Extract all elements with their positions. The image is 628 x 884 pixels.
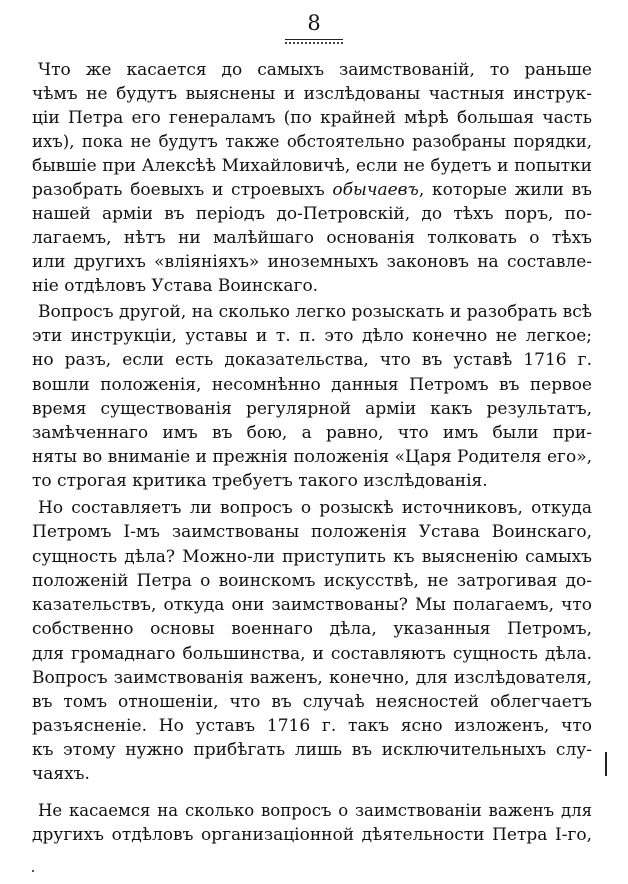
text-line: эти инструкціи, уставы и т. п. это дѣло конечно не легкое;: [32, 326, 592, 346]
header-rule: [285, 39, 343, 40]
text-line: ніе отдѣловъ Устава Воинскаго.: [32, 276, 319, 296]
text-line: то строгая критика требуетъ такого изслѣдованія.: [32, 471, 488, 491]
text-line: Что же касается до самыхъ заимствованій, то раньше: [38, 60, 592, 80]
text-line: сущность дѣла? Можно-ли приступить къ выясненію самыхъ: [32, 547, 592, 567]
text-line: разобрать боевыхъ и строевыхъ обычаевъ, которые жили въ: [32, 180, 592, 200]
text-line: другихъ отдѣловъ организаціонной дѣятельности Петра I-го,: [32, 825, 592, 845]
text-line: въ томъ отношеніи, что въ случаѣ неясностей облегчаетъ: [32, 692, 592, 712]
page-speck: [32, 870, 34, 872]
text-line: Вопросъ заимствованія важенъ, конечно, для изслѣдователя,: [32, 668, 592, 688]
text-line: чѣмъ не будутъ выяснены и изслѣдованы частныя инструк-: [32, 84, 592, 104]
text-line: время существованія регулярной арміи какъ результатъ,: [32, 399, 592, 419]
text-line: чаяхъ.: [32, 764, 90, 784]
text-line: для громаднаго большинства, и составляютъ сущность дѣла.: [32, 644, 592, 664]
text-line: или другихъ «вліяніяхъ» иноземныхъ законовъ на составле-: [32, 252, 592, 272]
text-line: собственно основы военнаго дѣла, указанныя Петромъ,: [32, 619, 592, 639]
text-line: Вопросъ другой, на сколько легко розыскать и разобрать всѣ: [38, 302, 592, 322]
header-rule-dotted: [285, 42, 343, 44]
page-number: 8: [307, 11, 321, 35]
text-line: лагаемъ, нѣтъ ни малѣйшаго основанія толковать о тѣхъ: [32, 228, 592, 248]
text-line: ціи Петра его генераламъ (по крайней мѣрѣ большая часть: [32, 108, 592, 128]
text-line: казательствъ, откуда они заимствованы? Мы полагаемъ, что: [32, 595, 592, 615]
text-line: няты во вниманіе и прежнія положенія «Царя Родителя его»,: [32, 447, 592, 467]
text-line: Но составляетъ ли вопросъ о розыскѣ источниковъ, откуда: [38, 498, 592, 518]
text-line: къ этому нужно прибѣгать лишь въ исключительныхъ слу-: [32, 740, 592, 760]
margin-mark: [605, 752, 607, 776]
text-line: замѣченнаго имъ въ бою, а равно, что имъ были при-: [32, 423, 592, 443]
text-line: разъясненіе. Но уставъ 1716 г. такъ ясно изложенъ, что: [32, 716, 592, 736]
text-line: но разъ, если есть доказательства, что въ уставѣ 1716 г.: [32, 350, 592, 370]
text-line: Петромъ I-мъ заимствованы положенія Устава Воинскаго,: [32, 522, 592, 542]
text-line: бывшіе при Алексѣѣ Михайловичѣ, если не будетъ и попытки: [32, 156, 592, 176]
text-line: Не касаемся на сколько вопросъ о заимствованіи важенъ для: [38, 801, 592, 820]
text-line: положеній Петра о воинскомъ искусствѣ, не затрогивая до-: [32, 571, 592, 591]
text-line: вошли положенія, несомнѣнно данныя Петромъ въ первое: [32, 375, 592, 395]
text-line: нашей арміи въ періодъ до-Петровскій, до тѣхъ поръ, по-: [32, 204, 592, 224]
text-line: ихъ), пока не будутъ также обстоятельно разобраны порядки,: [32, 132, 592, 151]
